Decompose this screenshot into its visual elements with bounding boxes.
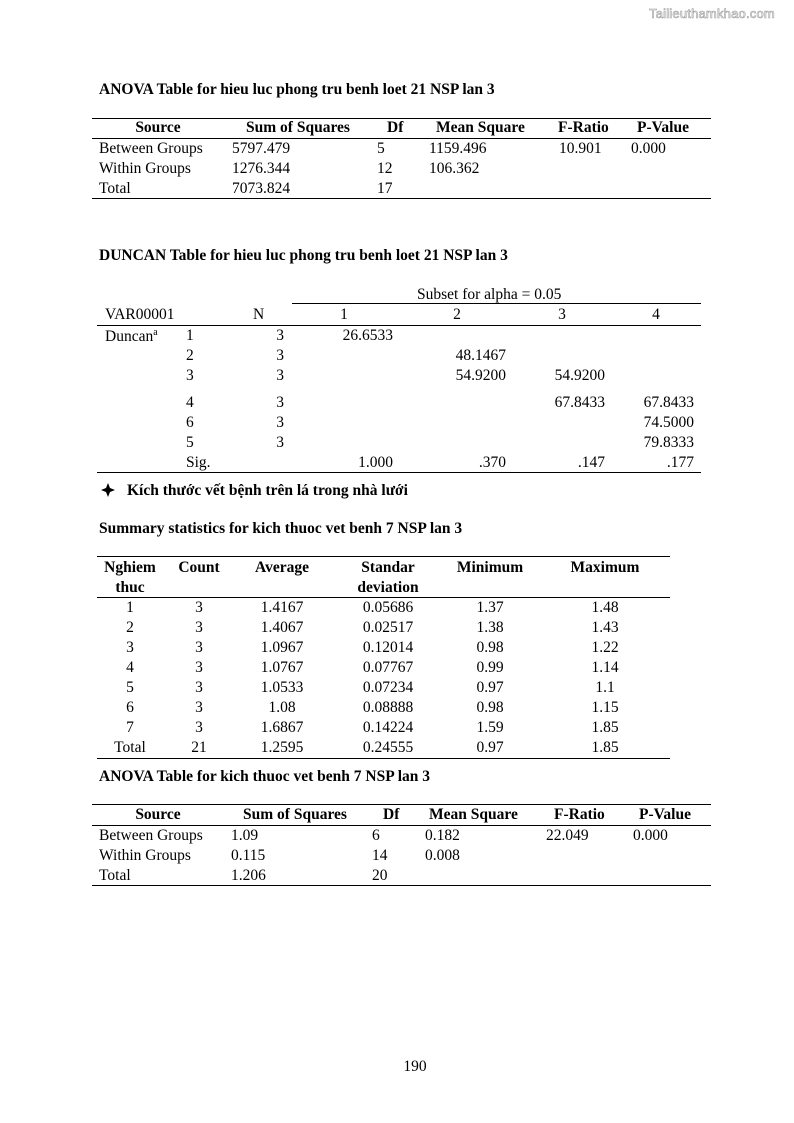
- anova1-header-source: Source: [135, 119, 181, 136]
- summary-nghiem: 5: [126, 679, 134, 696]
- duncan-group: 2: [186, 347, 194, 364]
- anova1-cell: 12: [377, 160, 393, 177]
- summary-std: 0.05686: [362, 599, 414, 616]
- summary-count: 3: [195, 599, 203, 616]
- duncan-col-1: 1: [340, 306, 348, 323]
- duncan-s2: 48.1467: [455, 347, 506, 364]
- summary-top-rule: [97, 556, 670, 557]
- anova1-header-f: F-Ratio: [558, 119, 609, 136]
- anova2-header-rule: [92, 825, 711, 826]
- duncan-n: 3: [276, 367, 284, 384]
- summary-header-deviation: deviation: [357, 579, 419, 596]
- summary-header-max: Maximum: [570, 559, 640, 576]
- summary-nghiem: 7: [126, 719, 134, 736]
- anova2-cell: 22.049: [546, 827, 589, 844]
- anova1-cell: Total: [99, 180, 131, 197]
- duncan-n: 3: [276, 327, 284, 344]
- diamond-bullet-icon: [101, 483, 115, 502]
- summary-count: 21: [191, 739, 207, 756]
- summary-count: 3: [195, 719, 203, 736]
- duncan-group: 3: [186, 367, 194, 384]
- anova2-cell: 0.000: [633, 827, 668, 844]
- anova2-cell: 0.182: [425, 827, 460, 844]
- page-number: 190: [403, 1058, 427, 1075]
- summary-max: 1.1: [595, 679, 615, 696]
- duncan-group: 5: [186, 434, 194, 451]
- anova1-cell: 17: [377, 180, 393, 197]
- summary-average: 1.0767: [260, 659, 304, 676]
- summary-count: 3: [195, 699, 203, 716]
- summary-count: 3: [195, 679, 203, 696]
- summary-max: 1.22: [591, 639, 619, 656]
- duncan-bottom-rule: [97, 472, 701, 473]
- anova2-cell: 14: [372, 847, 388, 864]
- anova1-cell: Within Groups: [99, 160, 191, 177]
- anova2-cell: Total: [99, 867, 131, 884]
- anova1-cell: 1276.344: [232, 160, 291, 177]
- duncan-s3: 54.9200: [554, 367, 605, 384]
- anova1-title: ANOVA Table for hieu luc phong tru benh loet 21 NSP lan 3: [99, 81, 495, 98]
- summary-max: 1.85: [591, 719, 619, 736]
- anova1-header-p: P-Value: [637, 119, 689, 136]
- duncan-s1: 26.6533: [342, 327, 393, 344]
- duncan-s2: 54.9200: [455, 367, 506, 384]
- summary-average: 1.4167: [260, 599, 304, 616]
- anova2-header-ms: Mean Square: [429, 806, 518, 823]
- summary-max: 1.15: [591, 699, 619, 716]
- anova2-cell: 1.09: [231, 827, 259, 844]
- duncan-s4: 67.8433: [643, 394, 694, 411]
- anova1-header-ss: Sum of Squares: [246, 119, 350, 136]
- anova1-bottom-rule: [92, 198, 711, 199]
- summary-max: 1.14: [591, 659, 619, 676]
- anova1-cell: 5797.479: [232, 140, 291, 157]
- summary-count: 3: [195, 619, 203, 636]
- summary-min: 1.59: [476, 719, 504, 736]
- summary-average: 1.2595: [260, 739, 304, 756]
- anova1-cell: 106.362: [429, 160, 480, 177]
- duncan-subset-label: Subset for alpha = 0.05: [417, 286, 562, 303]
- summary-std: 0.07767: [362, 659, 414, 676]
- summary-title: Summary statistics for kich thuoc vet benh 7 NSP lan 3: [99, 520, 463, 537]
- anova1-cell: 10.901: [559, 140, 602, 157]
- duncan-method: Duncan$^a$: [105, 327, 158, 346]
- summary-header-count: Count: [178, 559, 220, 576]
- anova2-cell: 20: [372, 867, 388, 884]
- summary-average: 1.4067: [260, 619, 304, 636]
- duncan-col-2: 2: [453, 306, 461, 323]
- summary-bottom-rule: [97, 758, 670, 759]
- anova1-cell: 1159.496: [429, 140, 487, 157]
- duncan-n: 3: [276, 414, 284, 431]
- anova2-cell: Between Groups: [99, 827, 203, 844]
- summary-nghiem: 4: [126, 659, 134, 676]
- anova1-cell: 5: [377, 140, 385, 157]
- duncan-header-rule: [97, 325, 701, 326]
- anova2-cell: 0.115: [231, 847, 266, 864]
- summary-min: 0.97: [476, 679, 504, 696]
- summary-header-rule: [97, 597, 670, 598]
- anova2-bottom-rule: [92, 885, 711, 886]
- anova1-cell: 7073.824: [232, 180, 291, 197]
- summary-min: 0.97: [476, 739, 504, 756]
- duncan-s4: 79.8333: [643, 434, 694, 451]
- anova2-header-source: Source: [135, 806, 181, 823]
- watermark-text: Tailieuthamkhao.com: [649, 6, 775, 21]
- summary-nghiem: 6: [126, 699, 134, 716]
- duncan-sig: 1.000: [358, 454, 393, 471]
- summary-std: 0.12014: [362, 639, 414, 656]
- duncan-col-4: 4: [652, 306, 660, 323]
- summary-header-thuc: thuc: [115, 579, 145, 596]
- summary-average: 1.6867: [260, 719, 304, 736]
- summary-header-std: Standar: [361, 559, 415, 576]
- anova2-cell: 0.008: [425, 847, 460, 864]
- anova2-header-f: F-Ratio: [554, 806, 605, 823]
- anova2-top-rule: [92, 804, 711, 805]
- summary-std: 0.14224: [362, 719, 414, 736]
- summary-max: 1.85: [591, 739, 619, 756]
- duncan-s4: 74.5000: [643, 414, 694, 431]
- summary-nghiem: Total: [114, 739, 146, 756]
- summary-average: 1.08: [268, 699, 296, 716]
- duncan-group: 1: [186, 327, 194, 344]
- anova1-cell: Between Groups: [99, 140, 203, 157]
- summary-average: 1.0533: [260, 679, 304, 696]
- duncan-n: 3: [276, 434, 284, 451]
- anova2-header-p: P-Value: [639, 806, 691, 823]
- summary-max: 1.48: [591, 599, 619, 616]
- summary-header-average: Average: [255, 559, 309, 576]
- summary-std: 0.24555: [362, 739, 414, 756]
- duncan-subset-rule: [292, 303, 701, 304]
- summary-min: 0.98: [476, 639, 504, 656]
- duncan-col-3: 3: [558, 306, 566, 323]
- summary-nghiem: 3: [126, 639, 134, 656]
- anova1-header-ms: Mean Square: [436, 119, 525, 136]
- summary-min: 0.99: [476, 659, 504, 676]
- anova1-header-rule: [92, 138, 711, 139]
- summary-nghiem: 1: [126, 599, 134, 616]
- anova1-header-df: Df: [387, 119, 404, 136]
- duncan-sig: .370: [478, 454, 506, 471]
- anova2-cell: 6: [372, 827, 380, 844]
- summary-average: 1.0967: [260, 639, 304, 656]
- anova2-header-ss: Sum of Squares: [243, 806, 347, 823]
- summary-std: 0.02517: [362, 619, 414, 636]
- duncan-n: 3: [276, 347, 284, 364]
- summary-count: 3: [195, 639, 203, 656]
- duncan-sig-label: Sig.: [186, 454, 211, 471]
- summary-std: 0.07234: [362, 679, 414, 696]
- duncan-title: DUNCAN Table for hieu luc phong tru benh loet 21 NSP lan 3: [99, 247, 508, 264]
- summary-min: 0.98: [476, 699, 504, 716]
- anova2-title: ANOVA Table for kich thuoc vet benh 7 NSP lan 3: [99, 768, 431, 785]
- duncan-sig: .177: [666, 454, 694, 471]
- duncan-n: 3: [276, 394, 284, 411]
- summary-min: 1.38: [476, 619, 504, 636]
- duncan-group: 6: [186, 414, 194, 431]
- summary-max: 1.43: [591, 619, 619, 636]
- section-heading: Kích thước vết bệnh trên lá trong nhà lưới: [127, 482, 408, 499]
- summary-header-nghiem: Nghiem: [104, 559, 156, 576]
- summary-min: 1.37: [476, 599, 504, 616]
- anova2-cell: Within Groups: [99, 847, 191, 864]
- duncan-s3: 67.8433: [554, 394, 605, 411]
- summary-std: 0.08888: [362, 699, 414, 716]
- summary-count: 3: [195, 659, 203, 676]
- duncan-sig: .147: [577, 454, 605, 471]
- anova2-cell: 1.206: [231, 867, 266, 884]
- anova1-cell: 0.000: [631, 140, 666, 157]
- duncan-group: 4: [186, 394, 194, 411]
- anova2-header-df: Df: [383, 806, 400, 823]
- duncan-n-label: N: [253, 306, 265, 323]
- duncan-var-label: VAR00001: [105, 306, 175, 323]
- summary-header-min: Minimum: [456, 559, 524, 576]
- summary-nghiem: 2: [126, 619, 134, 636]
